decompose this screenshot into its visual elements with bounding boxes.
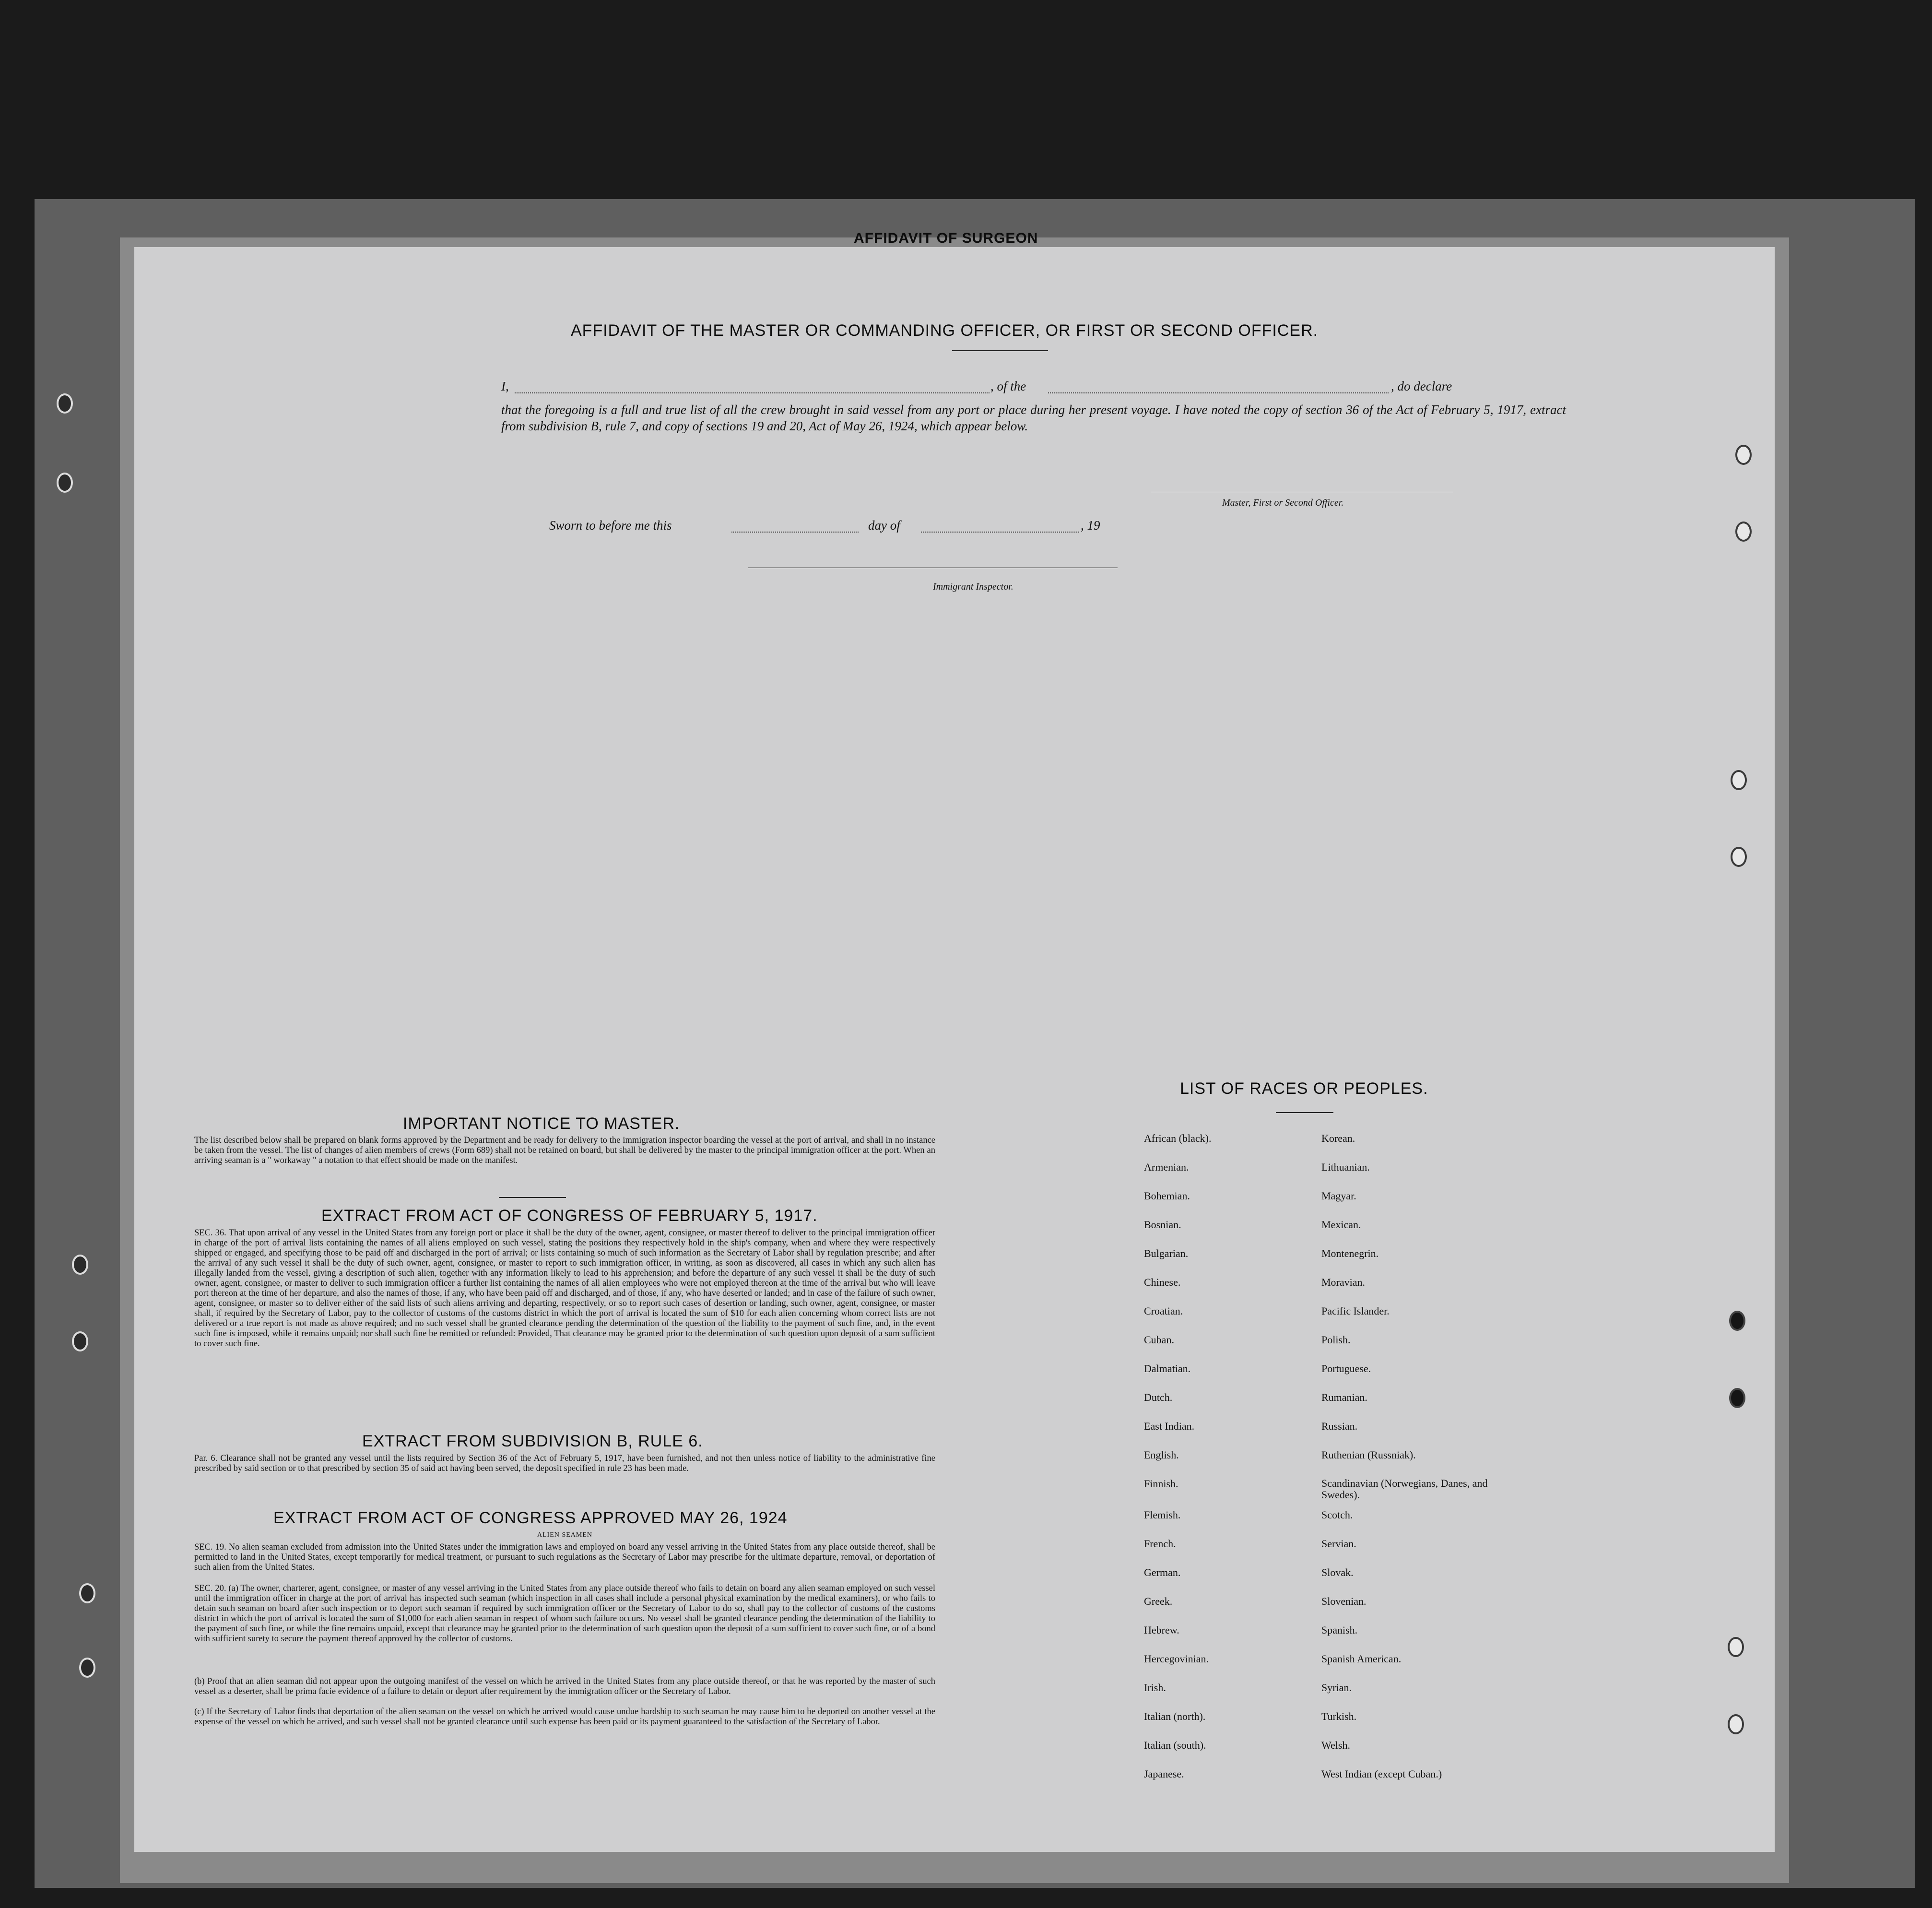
section-20a-text: SEC. 20. (a) The owner, charterer, agent, consignee, or master of any vessel arriving in the United States from any place outside thereof who fails to detain on board any alien seaman employed on such vessel until the immigration officer in charge at the port of arrival has inspected such seaman (which inspection in all cases shall include a personal physical examination by the medical examiners), or who fails to detain such seaman on board after such inspection or to deport such seaman if required by such immigration officer or the Secretary of Labor to do so, shall pay to the collector of customs of the customs district in which the port of arrival is located the sum of $1,000 for each alien seaman in respect of whom such failure occurs. No vessel shall be granted clearance pending the determination of the liability to the payment of such fine, or while the fine remains unpaid, except that clearance may be granted prior to the determination of such question upon the deposit of a sum sufficient to cover such fine, or of a bond with sufficient surety to secure the payment thereof approved by the collector of customs. [194, 1584, 935, 1644]
binder-hole-icon [1728, 1714, 1744, 1734]
alien-seamen-subtitle: ALIEN SEAMEN [537, 1531, 593, 1539]
extract-1917-text: SEC. 36. That upon arrival of any vessel in the United States from any foreign port or place it shall be the duty of the owner, agent, consignee, or master thereof to deliver to the principal immigration officer in charge of the port of arrival lists containing the names of all aliens employed on such vessel, stating the positions they respectively hold in the ship's company, when and where they were respectively shipped or engaged, and specifying those to be paid off and discharged in the port of arrival; or lists containing so much of such information as the Secretary of Labor shall by regulation prescribe; and after the arrival of any such vessel it shall be the duty of such owner, agent, consignee, or master to report to such immigration officer, in writing, as soon as discovered, all cases in which any such alien has illegally landed from the vessel, giving a description of such alien, together with any information likely to lead to his apprehension; and before the departure of any such vessel it shall be the duty of such owner, agent, consignee, or master to deliver to such immigration officer a further list containing the names of all alien employees who were not employed thereon at the time of the arrival but who will leave port thereon at the time of her departure, and also the names of those, if any, who have been paid off and discharged, and of those, if any, who have deserted or landed; and in case of the failure of such owner, agent, consignee, or master so to deliver either of the said lists of such aliens arriving and departing, respectively, or so to report such cases of desertion or landing, such owner, agent, consignee, or master shall, if required by the Secretary of Labor, pay to the collector of customs of the customs district in which the port of arrival is located the sum of $10 for each alien concerning whom correct lists are not delivered or a true report is not made as above required; and no such vessel shall be granted clearance pending the determination of the question of the liability to the payment of such fine, and, in the event such fine is imposed, while it remains unpaid; nor shall such fine be remitted or refunded: Provided, That clearance may be granted prior to the determination of such question upon deposit of a sum sufficient to cover such fine. [194, 1228, 935, 1349]
race-item: Ruthenian (Russniak). [1321, 1449, 1416, 1461]
race-item: Chinese. [1144, 1276, 1181, 1288]
race-item: Bulgarian. [1144, 1247, 1189, 1259]
race-item: Bosnian. [1144, 1219, 1181, 1231]
section-19-text: SEC. 19. No alien seaman excluded from admission into the United States under the immigration laws and employed on board any vessel arriving in the United States from any place outside thereof, shall be permitted to land in the United States, except temporarily for medical treatment, or pursuant to such regulations as the Secretary of Labor may prescribe for the ultimate departure, removal, or deportation of such alien from the United States. [194, 1542, 935, 1572]
race-item: Welsh. [1321, 1739, 1350, 1751]
master-signature-caption: Master, First or Second Officer. [1222, 498, 1344, 508]
binder-hole-icon [1731, 847, 1747, 867]
sworn-day-field[interactable] [731, 532, 859, 533]
binder-hole-icon [72, 1331, 88, 1351]
rule-6-text: Par. 6. Clearance shall not be granted any vessel until the lists required by Section 36 of the Act of February 5, 1917, have been furnished, and not then unless notice of liability to the administrative fine prescribed by said section or to that prescribed by section 35 of said act having been served, the deposit specified in rule 23 has been made. [194, 1454, 935, 1473]
race-item: Flemish. [1144, 1509, 1181, 1521]
binder-hole-icon [57, 473, 73, 493]
affidavit-title: AFFIDAVIT OF THE MASTER OR COMMANDING OFFICER, OR FIRST OR SECOND OFFICER. [571, 321, 1319, 340]
binder-hole-icon [72, 1255, 88, 1275]
year-label: , 19 [1081, 518, 1100, 533]
binder-hole-icon [1728, 1637, 1744, 1657]
race-item: Cuban. [1144, 1334, 1174, 1346]
vessel-field[interactable] [1048, 392, 1389, 393]
binder-hole-icon [1731, 770, 1747, 790]
race-item: Dalmatian. [1144, 1363, 1191, 1375]
race-item: Moravian. [1321, 1276, 1366, 1288]
i-label: I, [501, 379, 509, 393]
sworn-line [549, 518, 1269, 537]
do-declare-label: , do declare [1391, 379, 1452, 393]
race-item: Italian (north). [1144, 1710, 1206, 1722]
header-strip-label: AFFIDAVIT OF SURGEON [854, 230, 1038, 246]
sworn-month-field[interactable] [921, 532, 1079, 533]
race-item: Turkish. [1321, 1710, 1357, 1722]
race-item: Slovenian. [1321, 1595, 1367, 1607]
of-the-label: , of the [990, 379, 1026, 393]
race-item: Slovak. [1321, 1566, 1354, 1578]
race-item: Syrian. [1321, 1682, 1352, 1694]
race-item: Japanese. [1144, 1768, 1184, 1780]
race-item: Portuguese. [1321, 1363, 1371, 1375]
race-item: Russian. [1321, 1420, 1358, 1432]
race-item: Greek. [1144, 1595, 1173, 1607]
races-title: LIST OF RACES OR PEOPLES. [1180, 1079, 1428, 1098]
race-item: African (black). [1144, 1132, 1212, 1144]
title-rule [952, 350, 1048, 351]
race-item: Polish. [1321, 1334, 1351, 1346]
race-item: Servian. [1321, 1538, 1356, 1550]
race-item: German. [1144, 1566, 1181, 1578]
race-item: Armenian. [1144, 1161, 1189, 1173]
extract-1917-title: EXTRACT FROM ACT OF CONGRESS OF FEBRUARY 5, 1917. [321, 1207, 818, 1225]
race-item: Lithuanian. [1321, 1161, 1370, 1173]
declaration-line [501, 379, 1566, 398]
inspector-signature-caption: Immigrant Inspector. [933, 581, 1013, 592]
day-of-label: day of [868, 518, 900, 533]
race-item: Scandinavian (Norwegians, Danes, and Swedes). [1321, 1477, 1488, 1501]
binder-hole-icon [1735, 445, 1752, 465]
rule-6-title: EXTRACT FROM SUBDIVISION B, RULE 6. [362, 1432, 703, 1450]
notice-rule [499, 1197, 566, 1198]
sworn-label: Sworn to before me this [549, 518, 672, 533]
race-item: Hebrew. [1144, 1624, 1179, 1636]
notice-title: IMPORTANT NOTICE TO MASTER. [403, 1114, 680, 1133]
declaration-paragraph: that the foregoing is a full and true list of all the crew brought in said vessel from any port or place during her present voyage. I have noted the copy of section 36 of the Act of February 5, 1917, extract from subdivision B, rule 7, and copy of sections 19 and 20, Act of May 26, 1924, which appear below. [501, 403, 1566, 433]
section-20c-text: (c) If the Secretary of Labor finds that deportation of the alien seaman on the vessel on which he arrived would cause undue hardship to such seaman he may cause him to be deported on another vessel at the expense of the vessel on which he arrived, and such vessel shall not be granted clearance until such expense has been paid or its payment guaranteed to the satisfaction of the Secretary of Labor. [194, 1707, 935, 1727]
extract-1924-title: EXTRACT FROM ACT OF CONGRESS APPROVED MAY 26, 1924 [273, 1509, 788, 1527]
race-item: Hercegovinian. [1144, 1653, 1209, 1665]
race-item: French. [1144, 1538, 1176, 1550]
race-item: Scotch. [1321, 1509, 1353, 1521]
affidavit-page [134, 247, 1775, 1852]
binder-hole-icon [57, 393, 73, 414]
race-item: Bohemian. [1144, 1190, 1190, 1202]
race-item: Irish. [1144, 1682, 1166, 1694]
race-item: Finnish. [1144, 1478, 1178, 1490]
binder-hole-icon [79, 1658, 95, 1678]
race-item: East Indian. [1144, 1420, 1195, 1432]
name-field[interactable] [515, 392, 990, 393]
race-item: Rumanian. [1321, 1391, 1367, 1403]
binder-hole-icon [1735, 521, 1752, 542]
binder-hole-icon [79, 1583, 95, 1603]
race-item: Spanish American. [1321, 1653, 1402, 1665]
race-item: Spanish. [1321, 1624, 1358, 1636]
race-item: English. [1144, 1449, 1179, 1461]
race-item: Mexican. [1321, 1219, 1361, 1231]
race-item: Croatian. [1144, 1305, 1183, 1317]
race-item: West Indian (except Cuban.) [1321, 1768, 1442, 1780]
binder-hole-icon [1729, 1388, 1745, 1408]
race-item: Dutch. [1144, 1391, 1173, 1403]
race-item: Magyar. [1321, 1190, 1356, 1202]
race-item: Montenegrin. [1321, 1247, 1379, 1259]
race-item: Korean. [1321, 1132, 1355, 1144]
section-20b-text: (b) Proof that an alien seaman did not appear upon the outgoing manifest of the vessel on which he arrived in the United States from any place outside thereof, or that he was reported by the master of such vessel as a deserter, shall be prima facie evidence of a failure to detain or deport after requirement by the immigration officer or the Secretary of Labor. [194, 1677, 935, 1696]
races-rule [1276, 1112, 1333, 1113]
notice-text: The list described below shall be prepared on blank forms approved by the Department and be ready for delivery to the immigration inspector boarding the vessel at the port of arrival, and shall in no instance be taken from the vessel. The list of changes of alien members of crews (Form 689) shall not be retained on board, but shall be delivered by the master to the principal immigration officer at the port. When an arriving seaman is a " workaway " a notation to that effect should be made on the manifest. [194, 1136, 935, 1165]
race-item: Italian (south). [1144, 1739, 1206, 1751]
race-item: Pacific Islander. [1321, 1305, 1390, 1317]
binder-hole-icon [1729, 1311, 1745, 1331]
